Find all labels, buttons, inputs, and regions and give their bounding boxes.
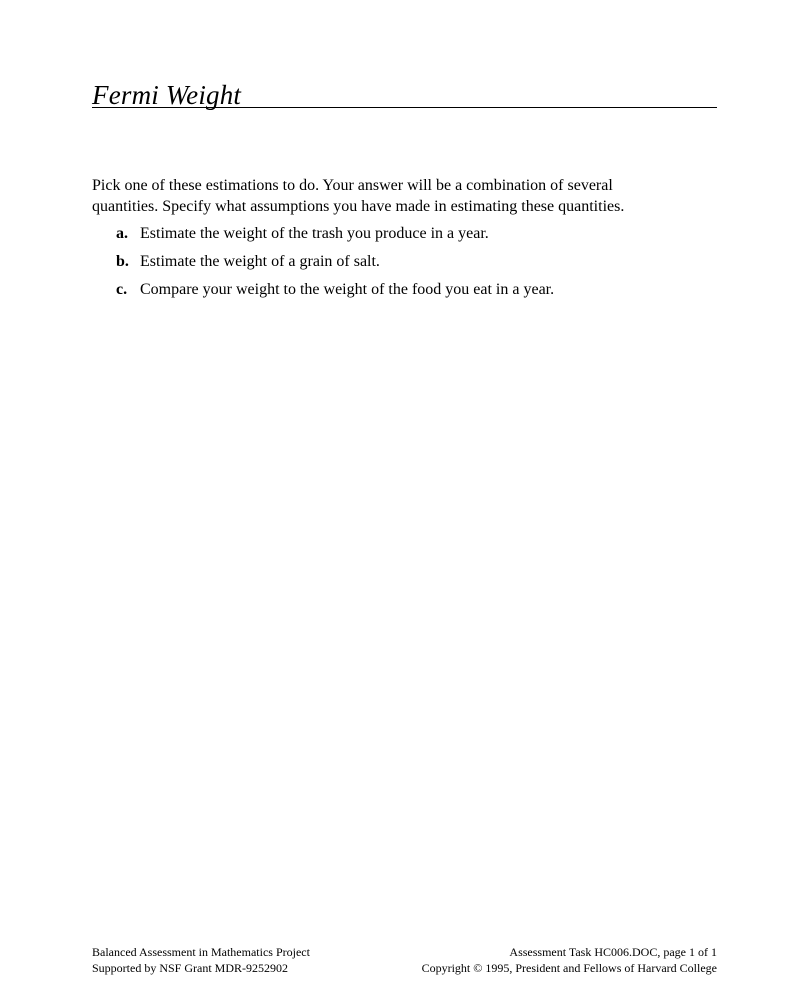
intro-paragraph [92,175,672,217]
footer-right [422,944,717,976]
list-item [92,279,692,307]
title-rule [92,78,717,108]
task-text: Estimate the weight of a grain of salt. [140,253,380,270]
footer-left [92,944,310,976]
footer-grant: Supported by NSF Grant MDR-9252902 [92,961,289,975]
task-text: Compare your weight to the weight of the food you eat in a year. [140,281,555,298]
footer-project: Balanced Assessment in Mathematics Project [92,945,310,959]
list-item [92,223,692,251]
list-item [92,251,692,279]
intro-text: Pick one of these estimations to do. Your answer will be a combination of several quantities. Specify what assumptions you have made in estimating these quantities. [92,177,625,215]
footer-copyright: Copyright © 1995, President and Fellows of Harvard College [421,961,717,975]
page-title: Fermi Weight [92,80,242,110]
task-list [92,223,692,307]
task-letter: b. [116,253,129,270]
task-letter: c. [116,281,128,298]
task-letter: a. [116,225,128,242]
task-text: Estimate the weight of the trash you produce in a year. [140,225,489,242]
footer-page-info: Assessment Task HC006.DOC, page 1 of 1 [509,945,717,959]
